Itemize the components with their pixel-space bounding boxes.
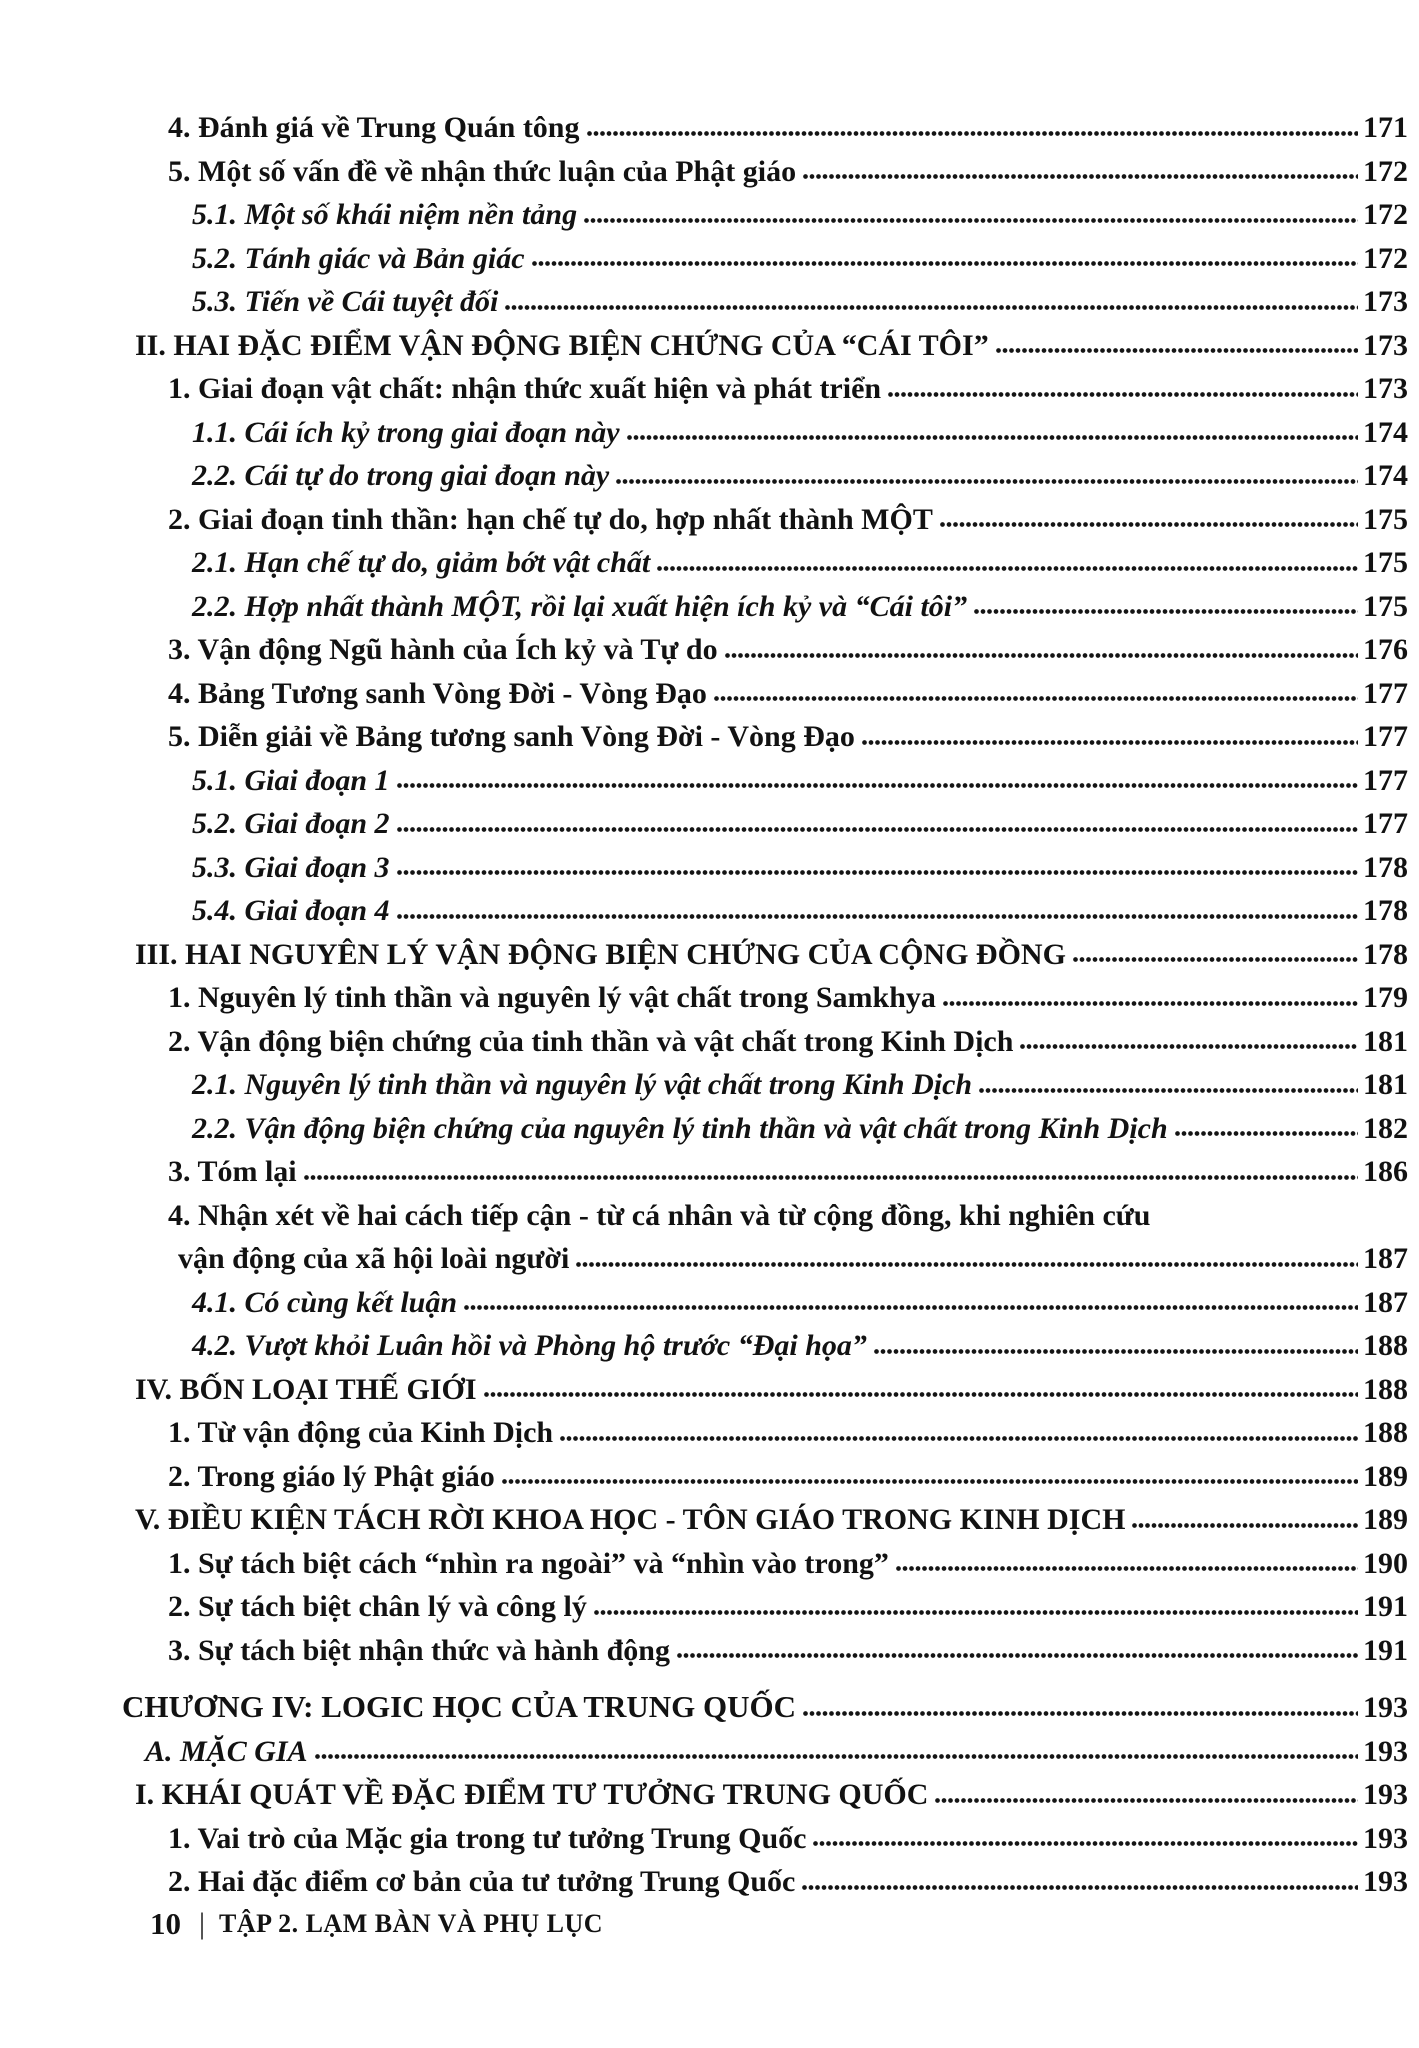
toc-entry-page: 181 (1363, 1068, 1408, 1101)
toc-entry-page: 171 (1363, 111, 1408, 144)
toc-entry (0, 796, 1419, 840)
toc-entry-label: 5. Một số vấn đề về nhận thức luận của Phật giáo (168, 154, 797, 188)
toc-entry-page: 175 (1363, 502, 1408, 536)
toc-entry-page: 193 (1363, 1734, 1408, 1768)
toc-entry (0, 535, 1419, 579)
toc-entry (0, 405, 1419, 449)
toc-entry (0, 622, 1419, 666)
toc-entry-page: 191 (1363, 1590, 1408, 1623)
dot-leader (874, 1347, 1358, 1356)
dot-leader (803, 1709, 1358, 1718)
toc-entry-page: 193 (1363, 1691, 1408, 1724)
toc-entry-page: 175 (1363, 546, 1408, 579)
dot-leader (584, 216, 1358, 225)
dot-leader (397, 825, 1358, 834)
toc-entry-label: CHƯƠNG IV: LOGIC HỌC CỦA TRUNG QUỐC (122, 1688, 797, 1724)
toc-entry-page: 193 (1363, 1821, 1408, 1855)
dot-leader (974, 607, 1358, 616)
toc-entry (0, 448, 1419, 492)
dot-leader (576, 1260, 1358, 1269)
dot-leader (677, 1651, 1358, 1660)
toc-entry (0, 1724, 1419, 1768)
dot-leader (1020, 1042, 1358, 1051)
toc-entry-label: 5.3. Tiến về Cái tuyệt đối (192, 285, 499, 318)
toc-entry (0, 231, 1419, 275)
toc-entry-page: 173 (1363, 285, 1408, 318)
toc-entry (0, 1405, 1419, 1449)
toc-entry-label: 2. Sự tách biệt chân lý và công lý (168, 1590, 587, 1623)
dot-leader (315, 1752, 1358, 1761)
dot-leader (943, 999, 1358, 1008)
toc-entry (0, 1449, 1419, 1493)
dot-leader (888, 390, 1358, 399)
toc-entry-page: 189 (1363, 1459, 1408, 1493)
toc-entry-label: 1. Sự tách biệt cách “nhìn ra ngoài” và “nhìn vào trong” (168, 1546, 889, 1580)
toc-entry-page: 172 (1363, 198, 1408, 231)
toc-entry (0, 1811, 1419, 1855)
toc-entry-page: 187 (1363, 1285, 1408, 1319)
footer-book-title: TẬP 2. LẠM BÀN VÀ PHỤ LỤC (219, 1909, 603, 1938)
dot-leader (616, 477, 1358, 486)
dot-leader (802, 1883, 1358, 1892)
toc-entry-label: A. MẶC GIA (145, 1734, 308, 1768)
dot-leader (304, 1173, 1358, 1182)
page-footer (150, 1906, 603, 1942)
footer-page-number: 10 (150, 1906, 181, 1941)
toc-entry (0, 1854, 1419, 1898)
dot-leader (505, 303, 1358, 312)
dot-leader (627, 433, 1358, 442)
dot-leader (996, 346, 1358, 355)
toc-entry-page: 190 (1363, 1546, 1408, 1580)
toc-entry (0, 840, 1419, 884)
dot-leader (587, 129, 1359, 138)
dot-leader (813, 1839, 1358, 1848)
toc-entry-label: V. ĐIỀU KIỆN TÁCH RỜI KHOA HỌC - TÔN GIÁO TRONG KINH DỊCH (135, 1503, 1126, 1536)
toc-entry (0, 1767, 1419, 1811)
toc-entry (0, 187, 1419, 231)
toc-entry (0, 318, 1419, 362)
toc-entry-label: 2.1. Nguyên lý tinh thần và nguyên lý vật chất trong Kinh Dịch (192, 1068, 973, 1101)
toc-entry-page: 193 (1363, 1865, 1408, 1898)
toc-entry-label: 2.1. Hạn chế tự do, giảm bớt vật chất (192, 546, 651, 579)
toc-entry-page: 193 (1363, 1778, 1408, 1811)
toc-entry (0, 753, 1419, 797)
dot-leader (397, 868, 1358, 877)
toc-entry-page: 178 (1363, 894, 1408, 927)
toc-entry-page: 182 (1363, 1111, 1408, 1145)
toc-entry-page: 172 (1363, 241, 1408, 275)
footer-divider: | (199, 1907, 206, 1940)
toc-entry-label: 2. Giai đoạn tinh thần: hạn chế tự do, hợp nhất thành MỘT (168, 502, 933, 536)
toc-entry-label: IV. BỐN LOẠI THẾ GIỚI (135, 1372, 477, 1406)
toc-entry-page: 191 (1363, 1633, 1408, 1667)
dot-leader (484, 1390, 1359, 1399)
toc-entry-label: 3. Sự tách biệt nhận thức và hành động (168, 1633, 670, 1667)
toc-entry (0, 970, 1419, 1014)
dot-leader (464, 1303, 1358, 1312)
toc-entry-label: 2. Trong giáo lý Phật giáo (168, 1459, 495, 1493)
toc-entry (0, 274, 1419, 318)
toc-entry-label: 4.2. Vượt khỏi Luân hồi và Phòng hộ trước “Đại họa” (192, 1329, 867, 1362)
dot-leader (502, 1477, 1358, 1486)
toc-entry-label: 2. Hai đặc điểm cơ bản của tư tưởng Trung Quốc (168, 1865, 796, 1898)
toc-entry (0, 1144, 1419, 1188)
dot-leader (532, 259, 1358, 268)
section-gap (0, 1666, 1419, 1680)
dot-leader (979, 1086, 1358, 1095)
toc-entry-page: 177 (1363, 807, 1408, 840)
toc-entry-label: 5.4. Giai đoạn 4 (192, 894, 390, 927)
toc-entry-page: 174 (1363, 459, 1408, 492)
toc-entry (0, 1014, 1419, 1058)
toc-entry (0, 579, 1419, 623)
toc-entry-page: 177 (1363, 720, 1408, 753)
toc-entry (0, 1057, 1419, 1101)
toc-entry (0, 927, 1419, 971)
toc-entry (0, 1231, 1419, 1275)
toc-entry-page: 177 (1363, 676, 1408, 710)
toc-entry-page: 179 (1363, 981, 1408, 1014)
toc-entry-page: 173 (1363, 328, 1408, 362)
dot-leader (940, 520, 1358, 529)
toc-entry-label: 4. Đánh giá về Trung Quán tông (168, 111, 580, 144)
toc-entry-label: 1. Vai trò của Mặc gia trong tư tưởng Trung Quốc (168, 1821, 807, 1855)
toc-entry (0, 1536, 1419, 1580)
toc-entry-page: 175 (1363, 589, 1408, 623)
toc-entry-label: 4. Bảng Tương sanh Vòng Đời - Vòng Đạo (168, 676, 707, 710)
dot-leader (1073, 955, 1358, 964)
toc-entry-label: 1. Từ vận động của Kinh Dịch (168, 1416, 554, 1449)
toc-entry-label: 5.2. Giai đoạn 2 (192, 807, 390, 840)
toc-entry-label: 3. Vận động Ngũ hành của Ích kỷ và Tự do (168, 633, 718, 666)
toc-entry-page: 178 (1363, 937, 1408, 971)
dot-leader (560, 1434, 1358, 1443)
toc-entry-label: 2.2. Hợp nhất thành MỘT, rồi lại xuất hiện ích kỷ và “Cái tôi” (192, 589, 968, 623)
toc-entry-label: III. HAI NGUYÊN LÝ VẬN ĐỘNG BIỆN CHỨNG CỦA CỘNG ĐỒNG (135, 937, 1066, 971)
toc-entry-page: 189 (1363, 1503, 1408, 1536)
toc-entry-page: 188 (1363, 1372, 1408, 1406)
toc-entry (0, 1362, 1419, 1406)
dot-leader (862, 738, 1358, 747)
toc-entry (0, 1623, 1419, 1667)
table-of-contents (0, 100, 1419, 1898)
toc-entry-page: 181 (1363, 1024, 1408, 1058)
toc-entry-label: 5.1. Giai đoạn 1 (192, 763, 390, 797)
toc-entry-label: vận động của xã hội loài người (178, 1242, 570, 1275)
toc-entry (0, 1318, 1419, 1362)
toc-entry-page: 186 (1363, 1155, 1408, 1188)
toc-entry-label: 3. Tóm lại (168, 1155, 297, 1188)
toc-entry-page: 188 (1363, 1416, 1408, 1449)
toc-entry (0, 144, 1419, 188)
toc-entry-page: 174 (1363, 415, 1408, 449)
toc-entry-page: 187 (1363, 1242, 1408, 1275)
dot-leader (896, 1564, 1358, 1573)
dot-leader (935, 1796, 1358, 1805)
toc-entry-label: 2.2. Vận động biện chứng của nguyên lý tinh thần và vật chất trong Kinh Dịch (192, 1111, 1168, 1145)
toc-entry-label: II. HAI ĐẶC ĐIỂM VẬN ĐỘNG BIỆN CHỨNG CỦA “CÁI TÔI” (135, 328, 989, 362)
toc-entry-page: 177 (1363, 763, 1408, 797)
toc-entry-page: 173 (1363, 372, 1408, 405)
toc-entry (0, 1188, 1419, 1232)
toc-entry-label: 4. Nhận xét về hai cách tiếp cận - từ cá nhân và từ cộng đồng, khi nghiên cứu (168, 1198, 1151, 1232)
dot-leader (1132, 1521, 1358, 1530)
toc-entry (0, 1579, 1419, 1623)
dot-leader (725, 651, 1358, 660)
toc-entry (0, 1492, 1419, 1536)
dot-leader (1175, 1129, 1358, 1138)
toc-entry-page: 178 (1363, 850, 1408, 884)
dot-leader (714, 694, 1358, 703)
toc-entry-label: 4.1. Có cùng kết luận (192, 1285, 458, 1319)
toc-entry-label: 2.2. Cái tự do trong giai đoạn này (192, 459, 610, 492)
toc-entry (0, 1680, 1419, 1724)
toc-entry (0, 883, 1419, 927)
toc-entry-label: 1. Nguyên lý tinh thần và nguyên lý vật chất trong Samkhya (168, 981, 936, 1014)
dot-leader (594, 1608, 1358, 1617)
toc-entry-label: 5.2. Tánh giác và Bản giác (192, 241, 525, 275)
toc-entry (0, 361, 1419, 405)
dot-leader (397, 781, 1358, 790)
toc-entry-label: 1.1. Cái ích kỷ trong giai đoạn này (192, 415, 620, 449)
dot-leader (657, 564, 1358, 573)
toc-entry (0, 492, 1419, 536)
toc-entry-page: 172 (1363, 154, 1408, 188)
toc-entry (0, 666, 1419, 710)
toc-entry-page: 176 (1363, 633, 1408, 666)
toc-entry (0, 1101, 1419, 1145)
dot-leader (803, 172, 1358, 181)
toc-entry-label: 2. Vận động biện chứng của tinh thần và vật chất trong Kinh Dịch (168, 1024, 1014, 1058)
toc-entry (0, 709, 1419, 753)
toc-entry (0, 1275, 1419, 1319)
toc-entry-label: 5. Diễn giải về Bảng tương sanh Vòng Đời - Vòng Đạo (168, 720, 855, 753)
toc-entry-label: 5.1. Một số khái niệm nền tảng (192, 198, 578, 231)
dot-leader (397, 912, 1358, 921)
toc-entry-label: 1. Giai đoạn vật chất: nhận thức xuất hiện và phát triển (168, 372, 882, 405)
toc-entry (0, 100, 1419, 144)
toc-entry-label: I. KHÁI QUÁT VỀ ĐẶC ĐIỂM TƯ TƯỞNG TRUNG QUỐC (135, 1778, 929, 1811)
toc-entry-page: 188 (1363, 1329, 1408, 1362)
toc-entry-label: 5.3. Giai đoạn 3 (192, 850, 390, 884)
